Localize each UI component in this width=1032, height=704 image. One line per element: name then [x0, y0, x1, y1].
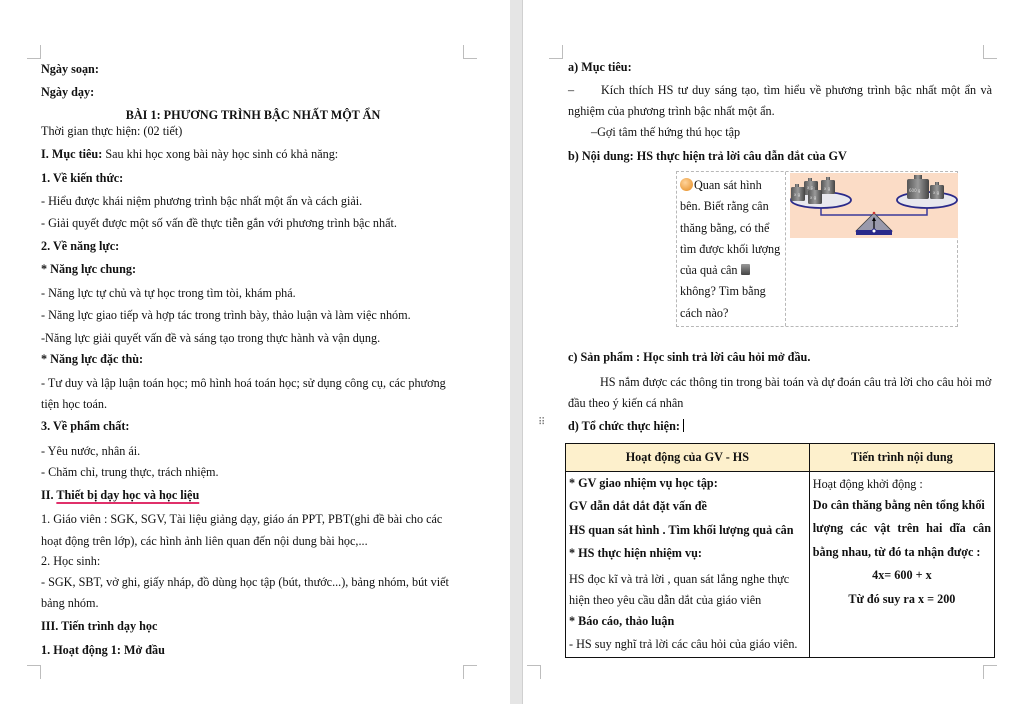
equipment-heading — [41, 488, 199, 503]
qualities-item: - Yêu nước, nhân ái. — [41, 444, 141, 458]
text-cursor — [683, 419, 685, 432]
duration-text: Thời gian thực hiện: (02 tiết) — [41, 124, 183, 138]
hs-do-heading: * HS thực hiện nhiệm vụ: — [569, 546, 702, 561]
table-cell-activities[interactable] — [566, 472, 810, 658]
date-prepared-label: Ngày soạn: — [41, 62, 99, 76]
figure-text-line: không? Tìm bằng — [680, 284, 766, 299]
specific-competency-heading: * Năng lực đặc thù: — [41, 352, 144, 366]
general-competency-heading: * Năng lực chung: — [41, 262, 137, 276]
margin-corner-top-right — [463, 45, 477, 59]
organization-d-heading — [568, 419, 684, 434]
figure-text-line: cách nào? — [680, 305, 729, 320]
figure-text-line: tìm được khối lượng — [680, 241, 781, 256]
content-b-heading: b) Nội dung: HS thực hiện trả lời câu dẫn dắt của GV — [568, 149, 847, 163]
objective-a-line — [568, 83, 992, 98]
svg-text:600 g: 600 g — [909, 188, 921, 193]
objectives-text: Sau khi học xong bài này học sinh có khả năng: — [102, 147, 339, 161]
competency-heading: 2. Về năng lực: — [41, 239, 120, 253]
table-header-content[interactable]: Tiến trình nội dung — [809, 444, 994, 472]
general-competency-item: - Năng lực tự chủ và tự học trong tìm tòi, khám phá. — [41, 286, 296, 300]
svg-text:x g: x g — [933, 190, 940, 195]
general-competency-item: - Năng lực giao tiếp và hợp tác trong trình bày, thảo luận và làm việc nhóm. — [41, 308, 411, 322]
objective-a-text: Kích thích HS tư duy sáng tạo, tìm hiểu về phương trình bậc nhất một ẩn và — [601, 83, 992, 97]
svg-text:x g: x g — [824, 186, 831, 191]
page-gap — [510, 0, 523, 704]
weight-icon — [741, 264, 750, 275]
report-line: - HS suy nghĩ trả lời các câu hỏi của giáo viên. — [569, 637, 798, 652]
explain-line: lượng các vật trên hai dĩa cân — [812, 521, 991, 536]
gv-task-item: HS quan sát hình . Tìm khối lượng quả cân — [569, 522, 794, 537]
organization-d-text: d) Tổ chức thực hiện: — [568, 419, 680, 433]
orange-button-icon — [680, 178, 693, 191]
equipment-heading-prefix: II. — [41, 488, 57, 502]
objective-a-line: –Gợi tâm thế hứng thú học tập — [591, 125, 741, 139]
margin-corner-top-left — [27, 45, 41, 59]
balance-scale-image — [790, 173, 958, 238]
objective-a-line: nghiệm của phương trình bậc nhất một ẩn. — [568, 104, 775, 118]
teacher-materials-line: 1. Giáo viên : SGK, SGV, Tài liệu giảng dạy, giáo án PPT, PBT(ghi đề bài cho các — [41, 512, 443, 526]
table-header-row — [566, 444, 995, 472]
teaching-process-heading: III. Tiến trình dạy học — [41, 619, 158, 633]
product-c-heading: c) Sản phẩm : Học sinh trả lời câu hỏi mở đầu. — [568, 350, 811, 364]
explain-line: Do cân thăng bằng nên tổng khối — [812, 498, 985, 512]
margin-corner-top-right — [983, 45, 997, 59]
table-row — [566, 472, 995, 658]
margin-corner-top-left — [549, 45, 563, 59]
knowledge-item: - Giải quyết được một số vấn đề thực tiễn gắn với phương trình bậc nhất. — [41, 216, 397, 230]
figure-text-line: Quan sát hình — [694, 178, 762, 192]
margin-corner-bottom-left — [527, 665, 541, 679]
student-heading: 2. Học sinh: — [41, 554, 101, 568]
equipment-heading-text: Thiết bị dạy học và học liệu — [56, 488, 200, 502]
svg-text:x g: x g — [807, 185, 814, 190]
knowledge-item: - Hiểu được khái niệm phương trình bậc nhất một ẩn và cách giải. — [41, 194, 363, 208]
dash: – — [568, 83, 575, 97]
hs-do-line: HS đọc kĩ và trả lời , quan sát lắng nghe thực — [569, 571, 790, 586]
figure-text-line: của quả cân — [680, 263, 738, 278]
qualities-heading: 3. Về phẩm chất: — [41, 419, 130, 433]
svg-text:x g: x g — [810, 195, 817, 200]
warmup-intro: Hoạt động khởi động : — [812, 477, 923, 491]
result: Từ đó suy ra x = 200 — [848, 591, 956, 606]
student-materials-line: bảng nhóm. — [41, 596, 99, 610]
svg-text:x g: x g — [794, 192, 801, 197]
teacher-materials-line: hoạt động trên lớp), các hình ảnh liên quan đến nội dung bài học,... — [41, 534, 368, 548]
table-move-handle[interactable]: ⠿ — [538, 417, 546, 428]
lesson-title: BÀI 1: PHƯƠNG TRÌNH BẬC NHẤT MỘT ẨN — [125, 108, 381, 122]
objectives-line — [41, 147, 338, 162]
qualities-item: - Chăm chỉ, trung thực, trách nhiệm. — [41, 465, 219, 479]
general-competency-item: -Năng lực giải quyết vấn đề và sáng tạo trong thực hành và vận dụng. — [41, 331, 381, 345]
margin-corner-bottom-right — [983, 665, 997, 679]
margin-corner-bottom-left — [27, 665, 41, 679]
student-materials-line: - SGK, SBT, vở ghi, giấy nháp, đồ dùng học tập (bút, thước...), bảng nhóm, bút viết — [41, 575, 449, 589]
objectives-label: I. Mục tiêu: — [41, 147, 103, 161]
objective-a-heading: a) Mục tiêu: — [568, 60, 632, 74]
balance-scale-icon — [790, 173, 958, 238]
figure-question-text — [677, 172, 786, 326]
equation: 4x= 600 + x — [872, 568, 932, 583]
gv-task-heading: * GV giao nhiệm vụ học tập: — [569, 476, 718, 490]
explain-line: bằng nhau, từ đó ta nhận được : — [812, 544, 981, 559]
specific-competency-line: tiện học toán. — [41, 397, 107, 411]
hs-do-line: hiện theo yêu cầu dẫn dắt của giáo viên — [569, 592, 762, 607]
margin-corner-bottom-right — [463, 665, 477, 679]
figure-text-line: thăng bằng, có thể — [680, 220, 770, 235]
date-taught-label: Ngày dạy: — [41, 85, 95, 99]
table-cell-content[interactable] — [809, 472, 994, 658]
activity-1-heading: 1. Hoạt động 1: Mở đầu — [41, 643, 165, 657]
specific-competency-line: - Tư duy và lập luận toán học; mô hình hoá toán học; sử dụng công cụ, các phương — [41, 376, 446, 390]
knowledge-heading: 1. Về kiến thức: — [41, 171, 124, 185]
document-page-1[interactable] — [0, 0, 510, 704]
product-c-line: HS nắm được các thông tin trong bài toán và dự đoán câu trả lời cho câu hỏi mở — [600, 375, 992, 389]
gv-task-item: GV dẫn dắt dắt đặt vấn đề — [569, 499, 707, 514]
activity-table[interactable] — [565, 443, 995, 658]
table-header-activities[interactable]: Hoạt động của GV - HS — [566, 444, 810, 472]
figure-text-line: bên. Biết rằng cân — [680, 199, 769, 214]
figure-box — [676, 171, 958, 327]
product-c-line: đầu theo ý kiến cá nhân — [568, 396, 684, 410]
report-heading: * Báo cáo, thảo luận — [569, 613, 675, 628]
